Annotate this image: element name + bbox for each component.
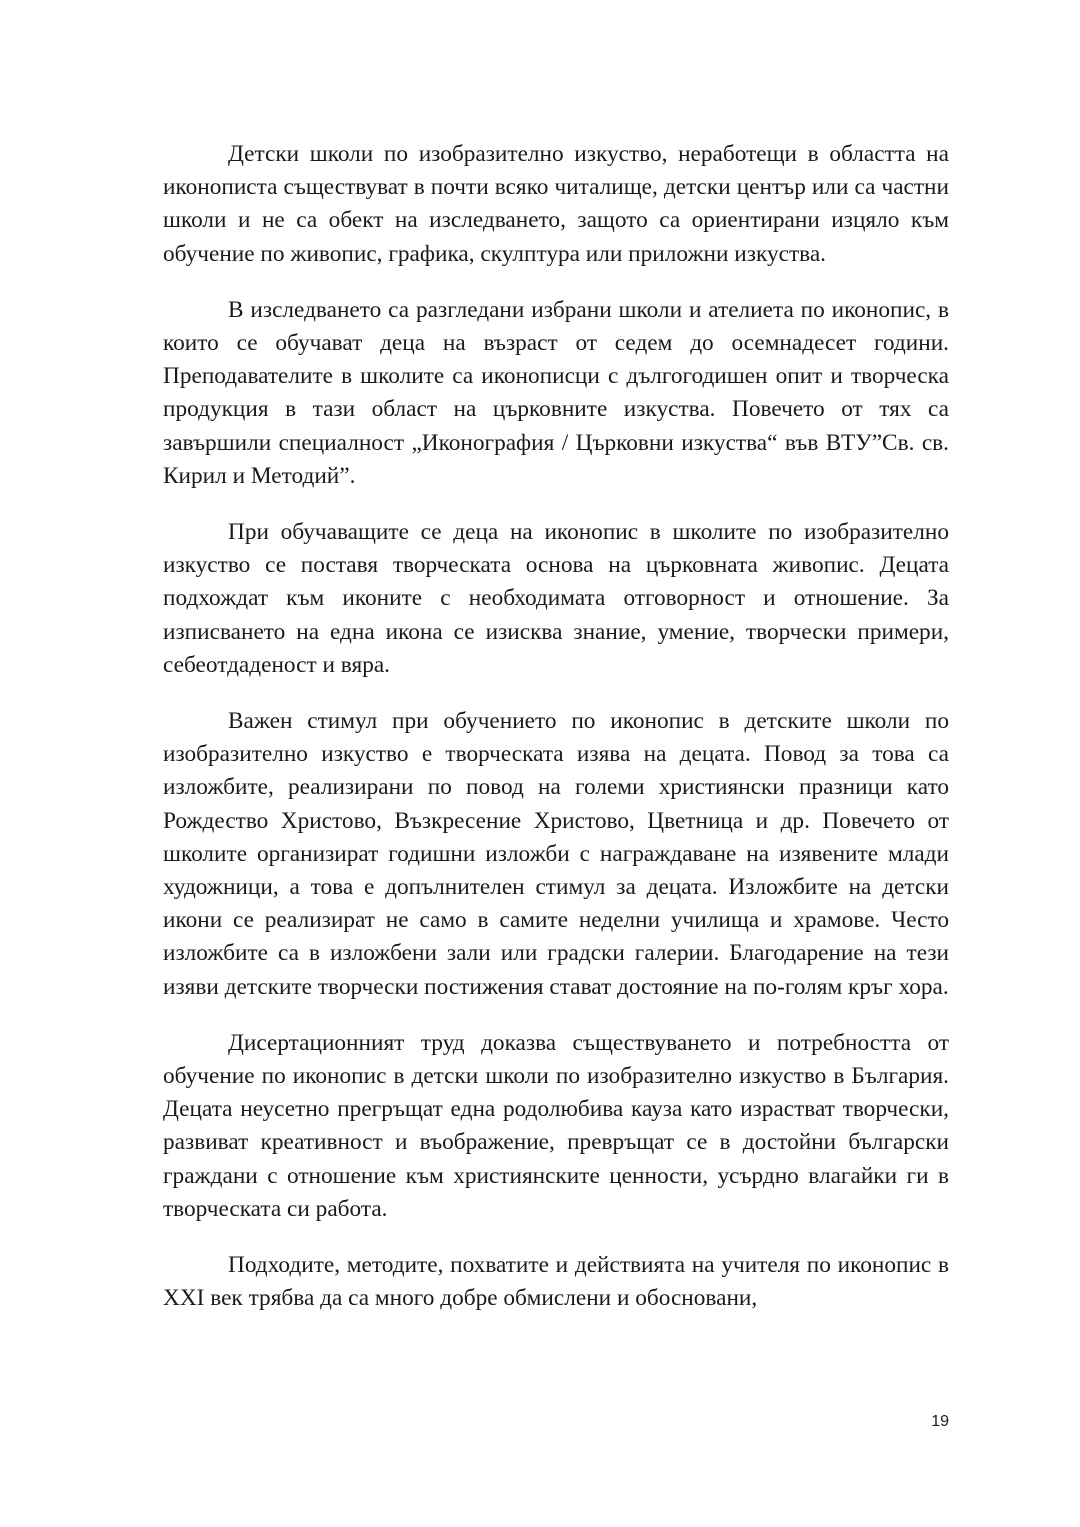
paragraph-5: Дисертационният труд доказва съществуването и потребността от обучение по иконопис в детски школи по изобразително изкуство в България. Децата неусетно прегръщат една родолюбива кауза като израстват творчески, развиват креативност и въображение, превръщат се в достойни български граждани с отношение към християнските ценности, усърдно влагайки ги в творческата си работа. xyxy=(163,1029,949,1222)
paragraph-6: Подходите, методите, похватите и действията на учителя по иконопис в XXI век трябва да са много добре обмислени и обосновани, xyxy=(163,1252,949,1312)
paragraph-3: При обучаващите се деца на иконопис в школите по изобразително изкуство се поставя творческата основа на църковната живопис. Децата подхождат към иконите с необходимата отговорност и отношение. За изписването на една икона се изисква знание, умение, творчески примери, себеотдаденост и вяра. xyxy=(163,519,949,678)
document-body xyxy=(163,138,949,1339)
paragraph-1: Детски школи по изобразително изкуство, неработещи в областта на иконописта съществуват в почти всяко читалище, детски център или са частни школи и не са обект на изследването, защото са ориентирани изцяло към обучение по живопис, графика, скулптура или приложни изкуства. xyxy=(163,141,949,267)
page-number: 19 xyxy=(931,1413,949,1430)
paragraph-4: Важен стимул при обучението по иконопис в детските школи по изобразително изкуство е творческата изява на децата. Повод за това са изложбите, реализирани по повод на големи християнски празници като Рождество Христово, Възкресение Христово, Цветница и др. Повечето от школите организират годишни изложби с награждаване на изявените млади художници, а това е допълнителен стимул за децата. Изложбите на детски икони се реализират не само в самите неделни училища и храмове. Често изложбите са в изложбени зали или градски галерии. Благодарение на тези изяви детските творчески постижения стават достояние на по-голям кръг хора. xyxy=(163,708,949,1000)
paragraph-2: В изследването са разгледани избрани школи и ателиета по иконопис, в които се обучават деца на възраст от седем до осемнадесет години. Преподавателите в школите са иконописци с дългогодишен опит и творческа продукция в тази област на църковните изкуства. Повечето от тях са завършили специалност „Иконография / Църковни изкуства“ във ВТУ”Св. св. Кирил и Методий”. xyxy=(163,296,949,489)
